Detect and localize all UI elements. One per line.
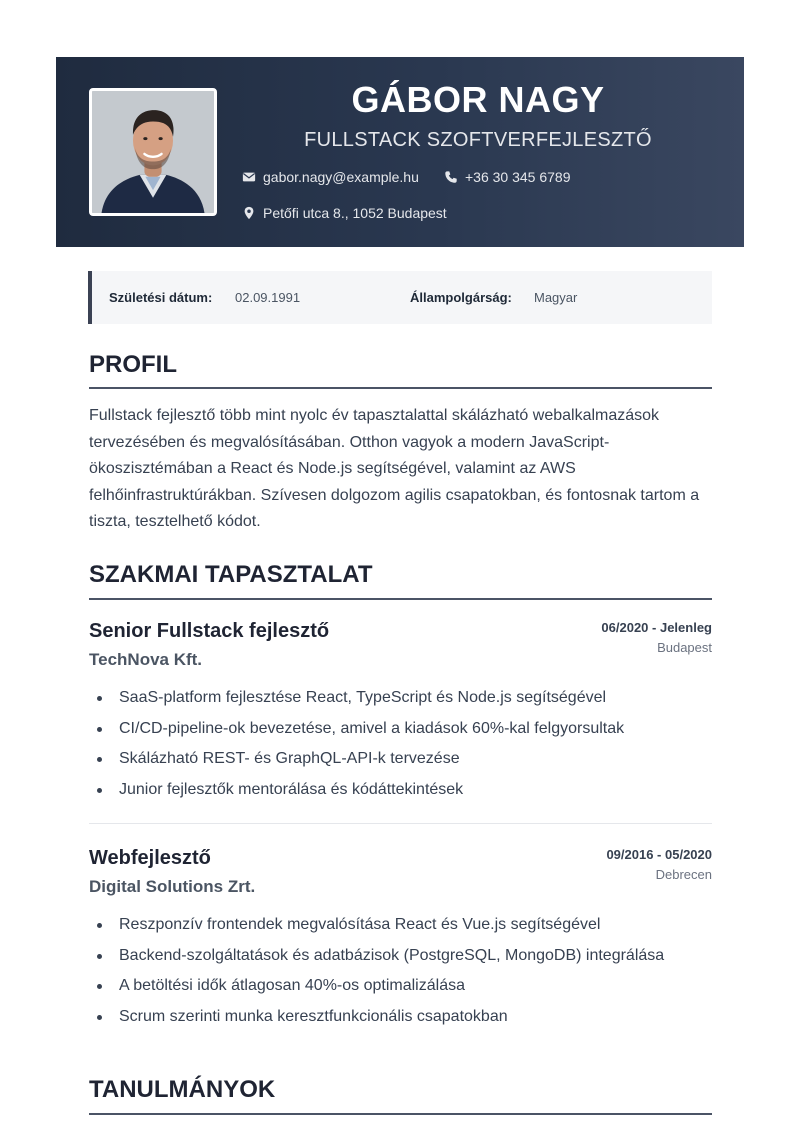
list-item: CI/CD-pipeline-ok bevezetése, amivel a kiadások 60%-kal felgyorsultak — [89, 714, 729, 745]
nationality-value: Magyar — [534, 290, 578, 305]
map-pin-icon — [242, 206, 256, 220]
job-title: Senior Fullstack fejlesztő — [89, 620, 330, 642]
section-rule — [89, 598, 712, 600]
list-item: Junior fejlesztők mentorálása és kódáttekintések — [89, 775, 729, 806]
candidate-name: GÁBOR NAGY — [351, 79, 605, 120]
list-item: Reszponzív frontendek megvalósítása React és Vue.js segítségével — [89, 910, 729, 941]
profile-photo — [89, 88, 217, 216]
job-company: Digital Solutions Zrt. — [89, 877, 256, 896]
nationality-label: Állampolgárság: — [410, 290, 512, 305]
job-date: 09/2016 - 05/2020 — [606, 847, 712, 862]
section-title-experience: SZAKMAI TAPASZTALAT — [89, 561, 373, 588]
list-item: Skálázható REST- és GraphQL-API-k tervezése — [89, 744, 729, 775]
contact-address — [242, 205, 447, 221]
birth-date-value: 02.09.1991 — [235, 290, 301, 305]
phone-text: +36 30 345 6789 — [465, 169, 571, 185]
job-title: Webfejlesztő — [89, 847, 211, 869]
section-rule — [89, 387, 712, 389]
job-location: Budapest — [657, 640, 712, 655]
list-item: Scrum szerinti munka keresztfunkcionális csapatokban — [89, 1002, 729, 1033]
personal-info-bar — [88, 271, 712, 324]
job-divider — [89, 823, 712, 824]
job-bullets — [89, 910, 729, 1032]
section-title-education: TANULMÁNYOK — [89, 1076, 276, 1103]
list-item: SaaS-platform fejlesztése React, TypeScript és Node.js segítségével — [89, 683, 729, 714]
envelope-icon — [242, 170, 256, 184]
phone-icon — [444, 170, 458, 184]
job-location: Debrecen — [655, 867, 712, 882]
section-title-profile: PROFIL — [89, 351, 177, 378]
contact-phone[interactable] — [444, 169, 571, 185]
section-rule — [89, 1113, 712, 1115]
candidate-role: FULLSTACK SZOFTVERFEJLESZTŐ — [304, 129, 652, 151]
job-bullets — [89, 683, 729, 805]
list-item: A betöltési idők átlagosan 40%-os optimalizálása — [89, 971, 729, 1002]
job-date: 06/2020 - Jelenleg — [601, 620, 712, 635]
portrait-image — [92, 91, 214, 213]
address-text: Petőfi utca 8., 1052 Budapest — [263, 205, 447, 221]
list-item: Backend-szolgáltatások és adatbázisok (PostgreSQL, MongoDB) integrálása — [89, 941, 729, 972]
job-company: TechNova Kft. — [89, 650, 203, 669]
birth-date-label: Születési dátum: — [109, 290, 213, 305]
contact-email[interactable] — [242, 169, 419, 185]
email-text: gabor.nagy@example.hu — [263, 169, 419, 185]
header-banner — [56, 57, 744, 247]
profile-text: Fullstack fejlesztő több mint nyolc év tapasztalattal skálázható webalkalmazások tervezésében és megvalósításában. Otthon vagyok a modern JavaScript-ökoszisztémában a React és Node.js segítségével, valamint az AWS felhőinfrastruktúrákban. Szívesen dolgozom agilis csapatokban, és fontosnak tartom a tiszta, tesztelhető kódot. — [89, 407, 700, 530]
